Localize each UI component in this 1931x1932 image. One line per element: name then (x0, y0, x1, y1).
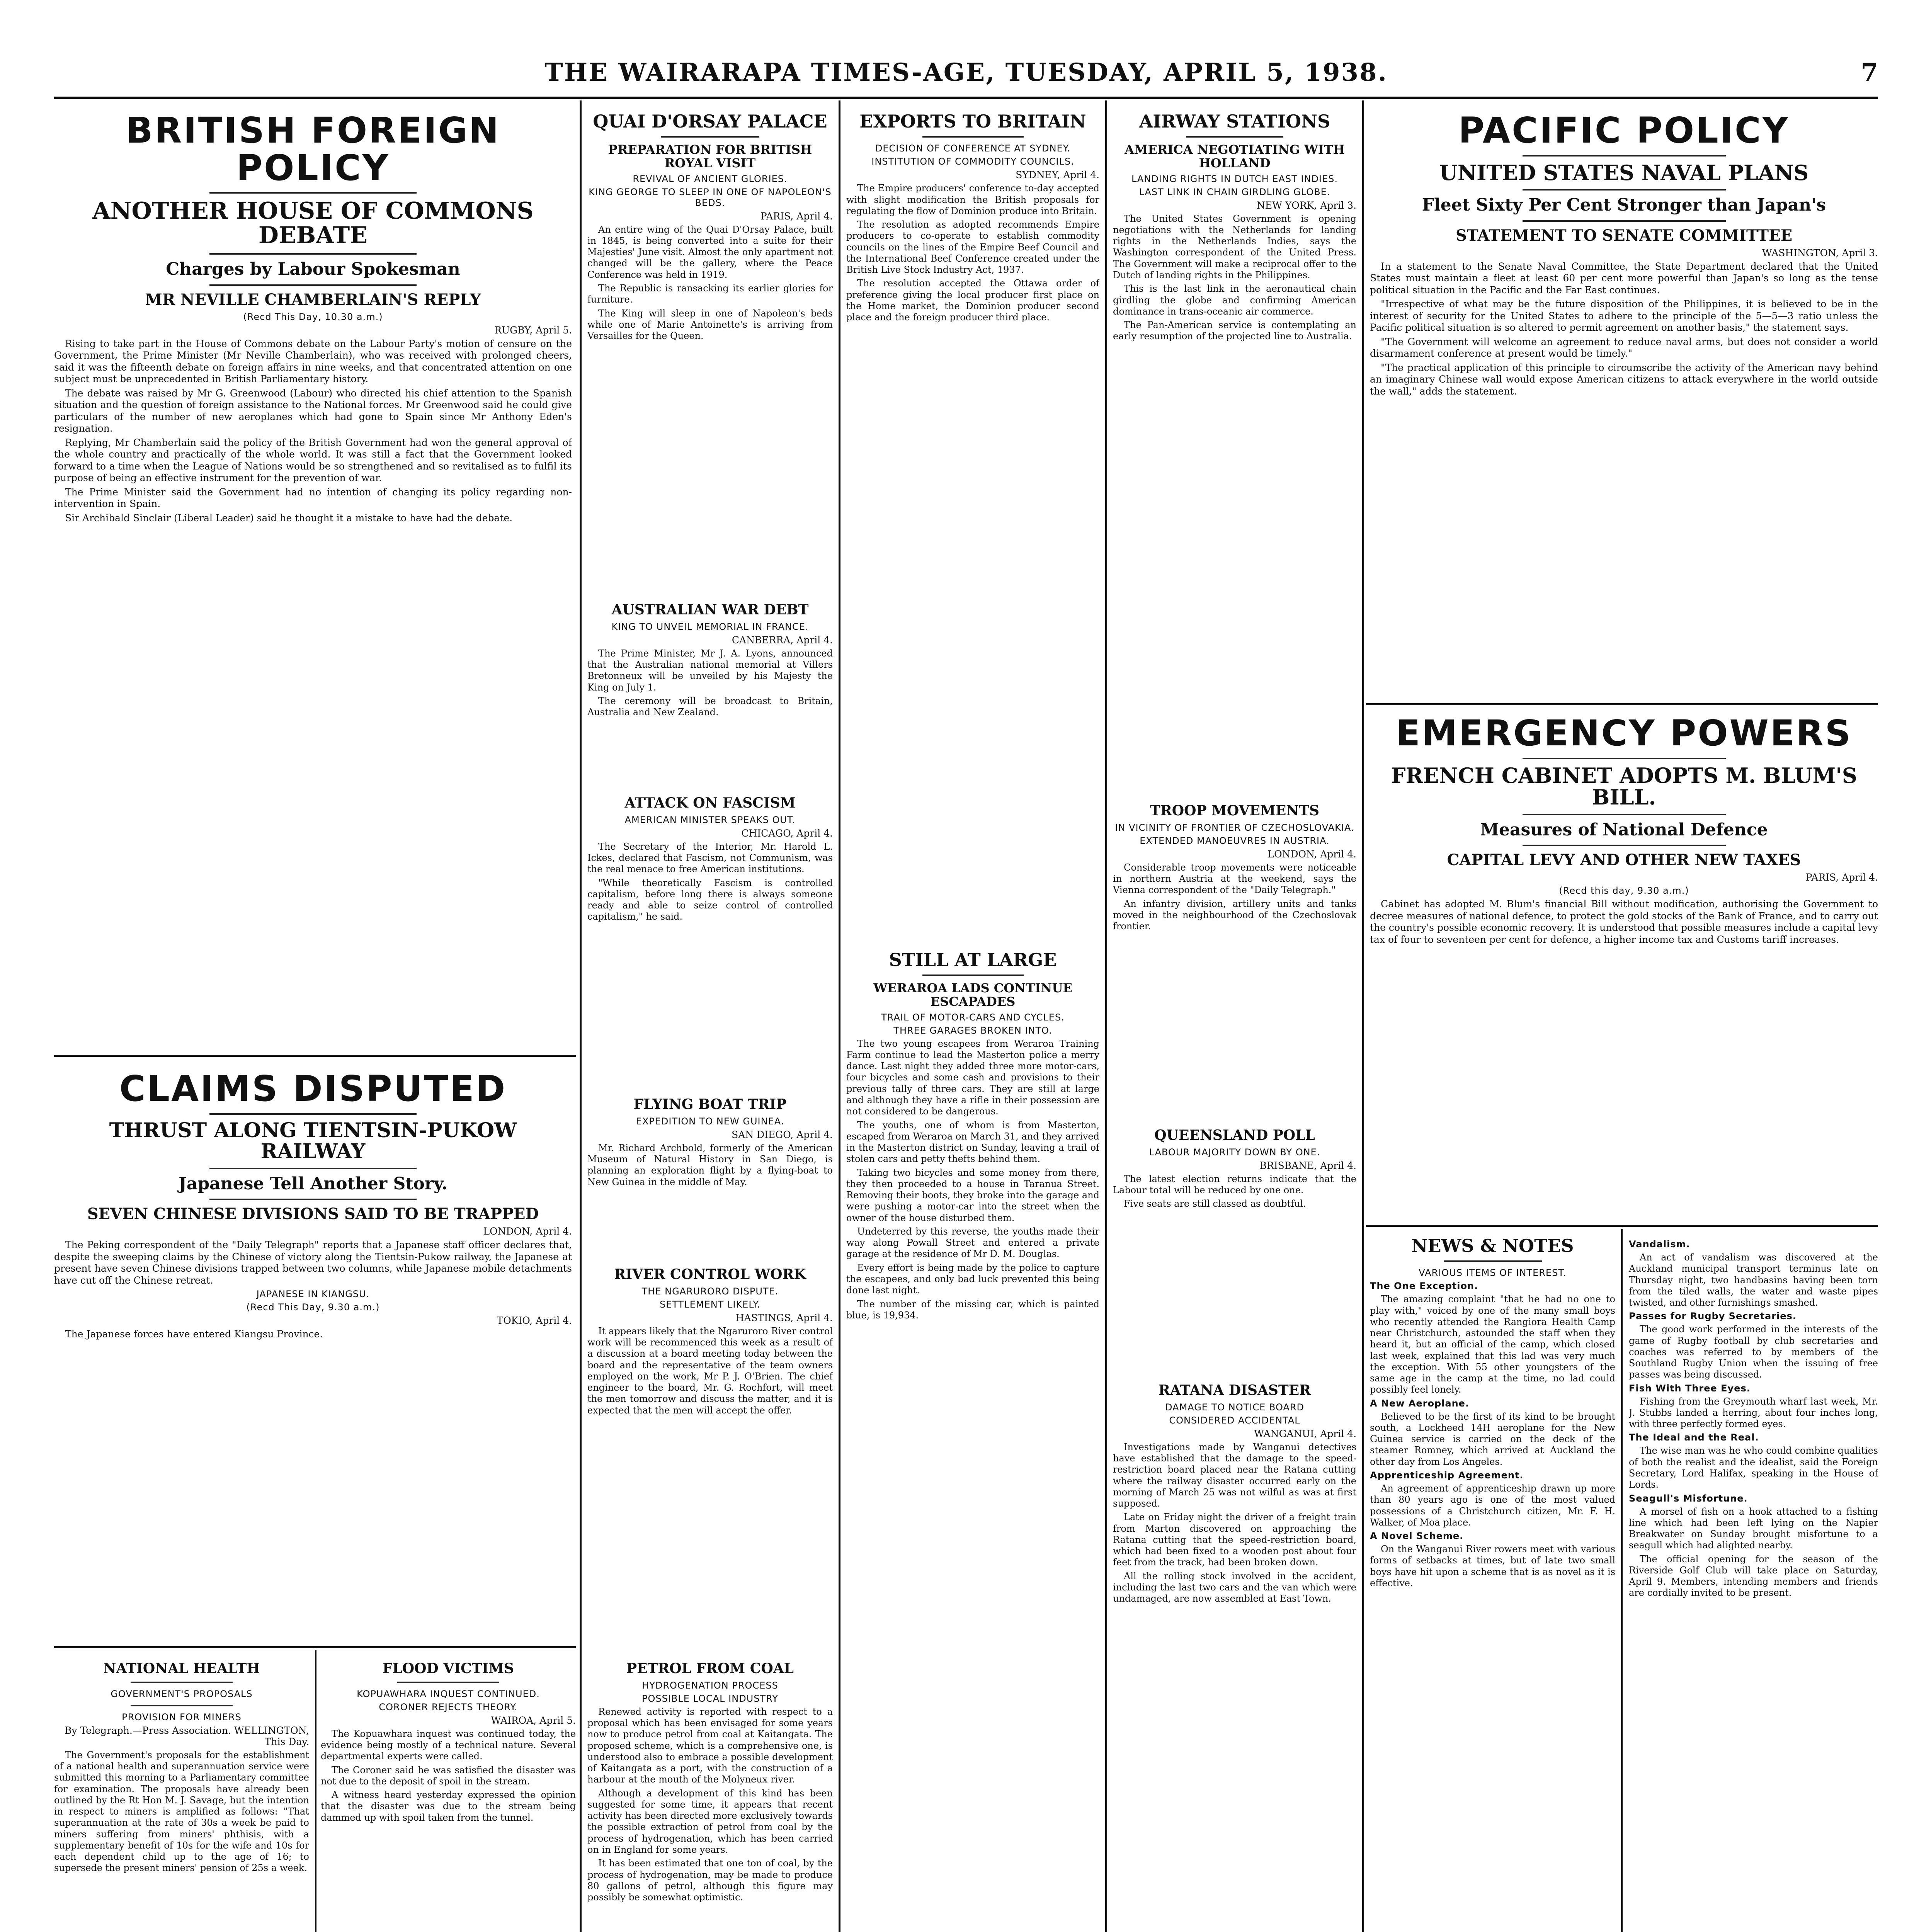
paragraph: The Prime Minister said the Government had no intention of changing its policy regarding non-intervention in Spain. (54, 486, 572, 510)
subheadline: FRENCH CABINET ADOPTS M. BLUM'S BILL. (1391, 763, 1857, 810)
paragraph: The ceremony will be broadcast to Britain, Australia and New Zealand. (587, 695, 833, 718)
divider (1444, 1260, 1542, 1262)
divider (1523, 814, 1726, 815)
paragraph: Renewed activity is reported with respect to a proposal which has been envisaged for some years now to produce petrol from coal at Kaitangata. The proposed scheme, which is a comprehensive one, is understood also to embrace a possible development of Kaitangata as a port, with the construction of a harbour at the mouth of the Molyneux river. (587, 1706, 833, 1785)
paragraph: The good work performed in the interests of the game of Rugby football by club secretaries and coaches was referred to by members of the Southland Rugby Union when the issuing of free passes was being discussed. (1629, 1324, 1878, 1380)
article-claims-disputed (54, 1070, 572, 1631)
article-pacific-policy (1370, 112, 1878, 692)
headline: AUSTRALIAN WAR DEBT (611, 603, 809, 618)
subheadline: AMERICA NEGOTIATING WITH HOLLAND (1125, 142, 1345, 171)
headline: TROOP MOVEMENTS (1150, 804, 1319, 819)
headline: NEWS & NOTES (1411, 1236, 1574, 1256)
headline: EXPORTS TO BRITAIN (859, 112, 1086, 132)
dateline: NEW YORK, April 3. (1257, 199, 1356, 211)
paragraph: Every effort is being made by the police to capture the escapees, and only bad luck prevented this being done last night. (846, 1262, 1099, 1296)
article-news-and-notes (1370, 1236, 1615, 1932)
divider (131, 1705, 233, 1706)
subheadline: SETTLEMENT LIKELY. (660, 1299, 760, 1310)
subheadline: CAPITAL LEVY AND OTHER NEW TAXES (1447, 851, 1801, 869)
divider (209, 1168, 417, 1169)
headline: QUAI D'ORSAY PALACE (593, 112, 827, 132)
divider (209, 253, 417, 255)
paragraph: This is the last link in the aeronautical chain girdling the globe and confirming American dominance in trans-oceanic air commerce. (1113, 283, 1356, 317)
headline: AIRWAY STATIONS (1139, 112, 1330, 132)
paragraph: It has been estimated that one ton of coal, by the process of hydrogenation, may be made to produce 80 gallons of petrol, although this figure may possibly be somewhat optimistic. (587, 1858, 833, 1903)
paragraph: The resolution as adopted recommends Empire producers to co-operate to establish commodity councils on the lines of the Empire Beef Council and the International Beef Conference created under the British Live Stock Industry Act, 1937. (846, 219, 1099, 276)
paragraph: The amazing complaint "that he had no one to play with," voiced by one of the many small boys who recently attended the Rangiora Health Camp near Christchurch, astounded the staff when they heard it, but an official of the camp, which closed last week, explained that this lad was very much the exception. With 55 other youngsters of the same age in the camp at the time, no lad could possibly feel lonely. (1370, 1294, 1615, 1395)
subheadline: STATEMENT TO SENATE COMMITTEE (1455, 226, 1793, 245)
newspaper-title: THE WAIRARAPA TIMES-AGE, TUESDAY, APRIL 5, 1938. (544, 58, 1388, 87)
masthead (54, 58, 1878, 89)
subheadline: THRUST ALONG TIENTSIN-PUKOW RAILWAY (109, 1118, 517, 1163)
dateline: LONDON, April 4. (1267, 848, 1356, 860)
article-exports-to-britain (846, 112, 1099, 943)
paragraph: Mr. Richard Archbold, formerly of the American Museum of Natural History in San Diego, is planning an exploration flight by a flying-boat to New Guinea in the middle of May. (587, 1142, 833, 1187)
headline: STILL AT LARGE (889, 951, 1057, 970)
article-petrol-from-coal (587, 1662, 833, 1932)
subheadline: LABOUR MAJORITY DOWN BY ONE. (1149, 1146, 1320, 1158)
paragraph: The wise man was he who could combine qualities of both the realist and the idealist, said the Foreign Secretary, Lord Halifax, speaking in the House of Lords. (1629, 1445, 1878, 1490)
paragraph: The two young escapees from Weraroa Training Farm continue to lead the Masterton police a merry dance. Last night they added three more motor-cars, four bicycles and some cash and provisions to their previous tally of three cars. They are still at large and although they have a rifle in their possession are not considered to be dangerous. (846, 1038, 1099, 1117)
paragraph: The Kopuawhara inquest was continued today, the evidence being mostly of a technical nature. Several departmental experts were called. (321, 1728, 576, 1762)
divider (209, 1199, 417, 1200)
subheadline: IN VICINITY OF FRONTIER OF CZECHOSLOVAKIA. (1115, 822, 1354, 833)
subheadline: MR NEVILLE CHAMBERLAIN'S REPLY (145, 290, 481, 309)
column-rule (315, 1650, 316, 1932)
paragraph: The Secretary of the Interior, Mr. Harold L. Ickes, declared that Fascism, not Communism, was the real menace to free American institutions. (587, 841, 833, 875)
dateline: WANGANUI, April 4. (1254, 1428, 1356, 1439)
masthead-rule (54, 97, 1878, 99)
paragraph: The debate was raised by Mr G. Greenwood (Labour) who directed his chief attention to the Spanish situation and the question of foreign assistance to the National forces. Mr Greenwood said he could give particulars of the number of new aeroplanes which had gone to Spain since Mr Anthony Eden's resignation. (54, 387, 572, 434)
column-rule (1105, 100, 1107, 1932)
dateline: PARIS, April 4. (760, 210, 833, 222)
item-heading: Vandalism. (1629, 1239, 1690, 1250)
paragraph: The Peking correspondent of the "Daily Telegraph" reports that a Japanese staff officer declares that, despite the sweeping claims by the Chinese of victory along the Tientsin-Pukow railway, the Japanese at present have seven Chinese divisions trapped between two columns, while Japanese mobile detachments have cut off the Chinese retreat. (54, 1239, 572, 1286)
paragraph: An entire wing of the Quai D'Orsay Palace, built in 1845, is being converted into a suite for their Majesties' June visit. Almost the only apartment not changed will be the gallery, where the Peace Conference was held in 1919. (587, 224, 833, 280)
article-airway-stations (1113, 112, 1356, 796)
headline: BRITISH FOREIGN POLICY (126, 112, 500, 189)
paragraph: "The Government will welcome an agreement to reduce naval arms, but does not consider a world disarmament conference at present would be timely." (1370, 336, 1878, 359)
paragraph: "The practical application of this principle to circumscribe the activity of the American navy behind an imaginary Chinese wall would expose American citizens to attack everywhere in the world outside the wall," adds the statement. (1370, 362, 1878, 397)
article-flood-victims (321, 1662, 576, 1932)
column-rule (580, 100, 582, 1932)
received-note: (Recd This Day, 9.30 a.m.) (246, 1302, 380, 1313)
paragraph: The Republic is ransacking its earlier glories for furniture. (587, 283, 833, 305)
subheadline: DAMAGE TO NOTICE BOARD (1165, 1401, 1304, 1413)
dateline: By Telegraph.—Press Association. WELLINGTON, This Day. (65, 1725, 309, 1747)
headline: PACIFIC POLICY (1458, 112, 1790, 151)
received-note: (Recd this day, 9.30 a.m.) (1559, 885, 1689, 896)
paragraph: Rising to take part in the House of Commons debate on the Labour Party's motion of censure on the Government, the Prime Minister (Mr Neville Chamberlain), who was received with prolonged cheers, said it was the fifteenth debate on foreign affairs in nine weeks, and that concentrated attention on one subject must be unprecedented in British Parliamentary history. (54, 338, 572, 385)
subheadline: VARIOUS ITEMS OF INTEREST. (1419, 1267, 1567, 1279)
article-queensland-poll (1113, 1128, 1356, 1376)
subheadline: Fleet Sixty Per Cent Stronger than Japan's (1422, 195, 1826, 215)
article-flying-boat-trip (587, 1097, 833, 1260)
headline: RIVER CONTROL WORK (614, 1267, 806, 1282)
paragraph: The United States Government is opening negotiations with the Netherlands for landing rights in the Netherlands Indies, says the Washington correspondent of the United Press. The Government will make a reciprocal offer to the Dutch of landing rights in the Philippines. (1113, 213, 1356, 281)
paragraph: Believed to be the first of its kind to be brought south, a Lockheed 14H aeroplane for the New Guinea service is carried on the deck of the steamer Romney, which arrived at Auckland the other day from Los Angeles. (1370, 1411, 1615, 1467)
paragraph: The official opening for the season of the Riverside Golf Club will take place on Saturday, April 9. Members, intending members and friends are cordially invited to be present. (1629, 1553, 1878, 1599)
subheadline: REVIVAL OF ANCIENT GLORIES. (633, 173, 788, 184)
paragraph: Fishing from the Greymouth wharf last week, Mr. J. Stubbs landed a herring, about four inches long, with three perfectly formed eyes. (1629, 1396, 1878, 1430)
divider (661, 136, 759, 138)
subheadline: EXPEDITION TO NEW GUINEA. (636, 1116, 784, 1127)
subheadline: PROVISION FOR MINERS (122, 1711, 242, 1723)
paragraph: On the Wanganui River rowers meet with various forms of setbacks at times, but of late two small boys have hit upon a scheme that is as novel as it is effective. (1370, 1544, 1615, 1588)
item-heading: Fish With Three Eyes. (1629, 1383, 1751, 1394)
item-heading: The One Exception. (1370, 1281, 1478, 1292)
article-national-health (54, 1662, 309, 1932)
subheadline: LANDING RIGHTS IN DUTCH EAST INDIES. (1131, 173, 1338, 184)
divider (209, 284, 417, 286)
subheadline: POSSIBLE LOCAL INDUSTRY (642, 1693, 778, 1704)
paragraph: The Japanese forces have entered Kiangsu Province. (65, 1328, 323, 1340)
divider (397, 1682, 499, 1683)
divider (131, 1682, 233, 1683)
section-rule (54, 1646, 576, 1648)
subheadline: DECISION OF CONFERENCE AT SYDNEY. (875, 143, 1071, 154)
divider (1523, 155, 1726, 156)
paragraph: Five seats are still classed as doubtful. (1124, 1198, 1306, 1209)
subheadline: UNITED STATES NAVAL PLANS (1439, 160, 1809, 185)
paragraph: Replying, Mr Chamberlain said the policy of the British Government had won the general approval of the whole country and practically of the whole world. It was still a fact that the Government looked forward to a time when the League of Nations would be so strengthened and so revitalised as to fulfil its purpose of being an effective instrument for the prevention of war. (54, 437, 572, 484)
item-heading: A New Aeroplane. (1370, 1398, 1470, 1409)
subheadline: EXTENDED MANOEUVRES IN AUSTRIA. (1140, 835, 1330, 846)
paragraph: Although a development of this kind has been suggested for some time, it appears that recent activity has been directed more exclusively towards the possible extraction of petrol from coal by the process of hydrogenation, which has been carried on in England for some years. (587, 1787, 833, 1855)
article-australian-war-debt (587, 603, 833, 788)
paragraph: The resolution accepted the Ottawa order of preference giving the local producer first place on the Home market, the Dominion producer second place and the foreign producer third place. (846, 278, 1099, 323)
article-british-foreign-policy (54, 112, 572, 1039)
item-heading: Apprenticeship Agreement. (1370, 1470, 1524, 1481)
article-river-control-work (587, 1267, 833, 1654)
item-heading: Seagull's Misfortune. (1629, 1493, 1748, 1504)
headline: RATANA DISASTER (1158, 1383, 1311, 1398)
dateline: WASHINGTON, April 3. (1762, 247, 1878, 259)
article-ratana-disaster (1113, 1383, 1356, 1932)
headline: QUEENSLAND POLL (1154, 1128, 1315, 1143)
headline: EMERGENCY POWERS (1396, 715, 1852, 754)
dateline: SAN DIEGO, April 4. (732, 1129, 833, 1140)
paragraph: An act of vandalism was discovered at the Auckland municipal transport terminus late on Thursday night, two handbasins having been torn from the tiled walls, the water and waste pipes twisted, and other furnishings smashed. (1629, 1252, 1878, 1308)
subheadline: Japanese Tell Another Story. (179, 1173, 447, 1194)
subheadline: GOVERNMENT'S PROPOSALS (111, 1688, 253, 1699)
dateline: CANBERRA, April 4. (732, 634, 833, 646)
article-quai-dorsay (587, 112, 833, 595)
subheadline: HYDROGENATION PROCESS (642, 1680, 778, 1691)
dateline: HASTINGS, April 4. (735, 1312, 833, 1323)
headline: CLAIMS DISPUTED (119, 1070, 507, 1109)
divider (1523, 758, 1726, 759)
article-emergency-powers (1370, 715, 1878, 1217)
item-heading: A Novel Scheme. (1370, 1531, 1464, 1542)
column-rule (839, 100, 840, 1932)
divider (209, 192, 417, 194)
divider (1523, 220, 1726, 222)
paragraph: Considerable troop movements were noticeable in northern Austria at the weekend, says the Vienna correspondent of the "Daily Telegraph." (1113, 862, 1356, 896)
headline: ATTACK ON FASCISM (624, 796, 796, 811)
headline: NATIONAL HEALTH (103, 1662, 260, 1677)
article-news-and-notes-continued (1629, 1236, 1878, 1932)
subheadline: SEVEN CHINESE DIVISIONS SAID TO BE TRAPPED (87, 1205, 539, 1223)
column-rule (1621, 1229, 1623, 1932)
divider (1523, 845, 1726, 846)
paragraph: An infantry division, artillery units and tanks moved in the neighbourhood of the Czechoslovak frontier. (1113, 898, 1356, 932)
paragraph: A witness heard yesterday expressed the opinion that the disaster was due to the stream being dammed up with spoil taken from the tunnel. (321, 1789, 576, 1823)
subheadline: KOPUAWHARA INQUEST CONTINUED. (357, 1688, 540, 1699)
paragraph: Cabinet has adopted M. Blum's financial Bill without modification, authorising the Government to decree measures of national defence, to protect the gold stocks of the Bank of France, and to carry out the country's possible economic recovery. It is understood that possible measures include a capital levy tax of four to seventeen per cent for defence, a higher income tax and Customs tariff increases. (1370, 898, 1878, 945)
divider (1523, 189, 1726, 190)
paragraph: The Empire producers' conference to-day accepted with slight modification the British proposals for regulating the flow of Dominion produce into Britain. (846, 183, 1099, 216)
subheadline: Measures of National Defence (1480, 820, 1768, 840)
subheadline: TRAIL OF MOTOR-CARS AND CYCLES. (881, 1012, 1065, 1023)
paragraph: Taking two bicycles and some money from there, they then proceeded to a house in Taranua Street. Removing their boots, they broke into the garage and were pushing a motor-car into the street when the owner of the house disturbed them. (846, 1167, 1099, 1223)
column-rule (1362, 100, 1364, 1932)
paragraph: In a statement to the Senate Naval Committee, the State Department declared that the United States must maintain a fleet at least 60 per cent more powerful than Japan's so long as the tense political situation in the Pacific and the Far East continues. (1370, 260, 1878, 296)
paragraph: A morsel of fish on a hook attached to a fishing line which had been left lying on the Napier Breakwater on Sunday brought misfortune to a seagull which had alighted nearby. (1629, 1506, 1878, 1551)
subheadline: ANOTHER HOUSE OF COMMONS DEBATE (92, 197, 534, 249)
headline: FLOOD VICTIMS (382, 1662, 514, 1677)
section-rule (1366, 703, 1878, 705)
paragraph: Late on Friday night the driver of a freight train from Marton discovered on approaching the Ratana cutting that the speed-restriction board, which had been fixed to a wooden post about four feet from the track, had been broken down. (1113, 1512, 1356, 1568)
paragraph: An agreement of apprenticeship drawn up more than 80 years ago is one of the most valued possessions of a Christchurch citizen, Mr. F. H. Walker, of Moa place. (1370, 1483, 1615, 1528)
paragraph: The latest election returns indicate that the Labour total will be reduced by one one. (1113, 1173, 1356, 1196)
divider (209, 1113, 417, 1115)
paragraph: "Irrespective of what may be the future disposition of the Philippines, it is believed to be in the interest of security for the United States to adhere to the principle of the 5—5—3 ratio unless the Pacific political situation is so altered to permit agreement on another basis," the statement says. (1370, 298, 1878, 333)
dateline: TOKIO, April 4. (497, 1315, 572, 1327)
section-rule (1366, 1225, 1878, 1227)
article-attack-on-fascism (587, 796, 833, 1090)
subheading: JAPANESE IN KIANGSU. (256, 1289, 370, 1300)
subheadline: KING TO UNVEIL MEMORIAL IN FRANCE. (611, 621, 809, 632)
subheadline: KING GEORGE TO SLEEP IN ONE OF NAPOLEON'S BEDS. (589, 186, 832, 208)
paragraph: The youths, one of whom is from Masterton, escaped from Weraroa on March 31, and they arrived in the Masterton district on Sunday, leaving a trail of stolen cars and petty thefts behind them. (846, 1119, 1099, 1165)
dateline: CHICAGO, April 4. (741, 827, 833, 839)
page-number: 7 (1861, 58, 1878, 87)
dateline: LONDON, April 4. (483, 1226, 572, 1237)
dateline: SYDNEY, April 4. (1016, 169, 1099, 181)
dateline: WAIROA, April 5. (491, 1714, 576, 1726)
subheadline: CORONER REJECTS THEORY. (379, 1701, 518, 1713)
subheadline: CONSIDERED ACCIDENTAL (1169, 1415, 1300, 1426)
subheadline: INSTITUTION OF COMMODITY COUNCILS. (871, 156, 1074, 167)
subheadline: PREPARATION FOR BRITISH ROYAL VISIT (608, 142, 812, 171)
section-rule (54, 1055, 576, 1057)
dateline: BRISBANE, April 4. (1259, 1160, 1356, 1171)
paragraph: Undeterred by this reverse, the youths made their way along Powall Street and entered a private garage at the residence of Mr D. M. Douglas. (846, 1226, 1099, 1260)
divider (1186, 136, 1283, 138)
headline: FLYING BOAT TRIP (633, 1097, 787, 1112)
paragraph: It appears likely that the Ngaruroro River control work will be recommenced this week as a result of a discussion at a board meeting today between the board and the representative of the team owners employed on the work, Mr P. J. O'Brien. The chief engineer to the board, Mr. G. Rochfort, will meet the men tomorrow and discuss the matter, and it is expected that the men will accept the offer. (587, 1325, 833, 1416)
subheadline: WERAROA LADS CONTINUE ESCAPADES (873, 981, 1072, 1009)
paragraph: "While theoretically Fascism is controlled capitalism, before long there is always someone ready and able to seize control of controlled capitalism," he said. (587, 877, 833, 922)
paragraph: The Prime Minister, Mr J. A. Lyons, announced that the Australian national memorial at Villers Bretonneux will be unveiled by his Majesty the King on July 1. (587, 648, 833, 693)
received-note: (Recd This Day, 10.30 a.m.) (243, 311, 383, 322)
dateline: RUGBY, April 5. (494, 324, 572, 336)
item-heading: The Ideal and the Real. (1629, 1432, 1759, 1443)
article-troop-movements (1113, 804, 1356, 1121)
subheadline: AMERICAN MINISTER SPEAKS OUT. (624, 814, 796, 825)
item-heading: Passes for Rugby Secretaries. (1629, 1311, 1797, 1322)
divider (922, 975, 1024, 976)
divider (922, 136, 1024, 138)
paragraph: The Government's proposals for the establishment of a national health and superannuation service were submitted this morning to a Parliamentary committee for examination. The proposals have already been outlined by the Rt Hon M. J. Savage, but the intention in respect to miners is amplified as follows: "That superannuation at the rate of 30s a week be paid to miners suffering from miners' phthisis, with a supplementary benefit of 10s for the wife and 10s for each dependent child up to the age of 16; to supersede the present miners' pension of 25s a week. (54, 1749, 309, 1874)
dateline: PARIS, April 4. (1805, 872, 1878, 883)
paragraph: The King will sleep in one of Napoleon's beds while one of Marie Antoinette's is arriving from Versailles for the Queen. (587, 308, 833, 342)
subheadline: THREE GARAGES BROKEN INTO. (893, 1025, 1052, 1036)
paragraph: Sir Archibald Sinclair (Liberal Leader) said he thought it a mistake to have had the debate. (65, 512, 513, 524)
subheadline: Charges by Labour Spokesman (166, 259, 460, 279)
paragraph: Investigations made by Wanganui detectives have established that the damage to the speed-restriction board placed near the Ratana cutting where the railway disaster occurred early on the morning of March 25 was not wilful as was at first supposed. (1113, 1441, 1356, 1509)
article-still-at-large (846, 951, 1099, 1932)
headline: PETROL FROM COAL (626, 1662, 794, 1677)
paragraph: All the rolling stock involved in the accident, including the last two cars and the van which were undamaged, are now assembled at East Town. (1113, 1570, 1356, 1604)
subheadline: LAST LINK IN CHAIN GIRDLING GLOBE. (1139, 186, 1330, 197)
subheadline: THE NGARURORO DISPUTE. (641, 1286, 779, 1297)
paragraph: The Coroner said he was satisfied the disaster was not due to the deposit of spoil in the stream. (321, 1764, 576, 1787)
paragraph: The Pan-American service is contemplating an early resumption of the projected line to Australia. (1113, 320, 1356, 342)
paragraph: The number of the missing car, which is painted blue, is 19,934. (846, 1298, 1099, 1321)
